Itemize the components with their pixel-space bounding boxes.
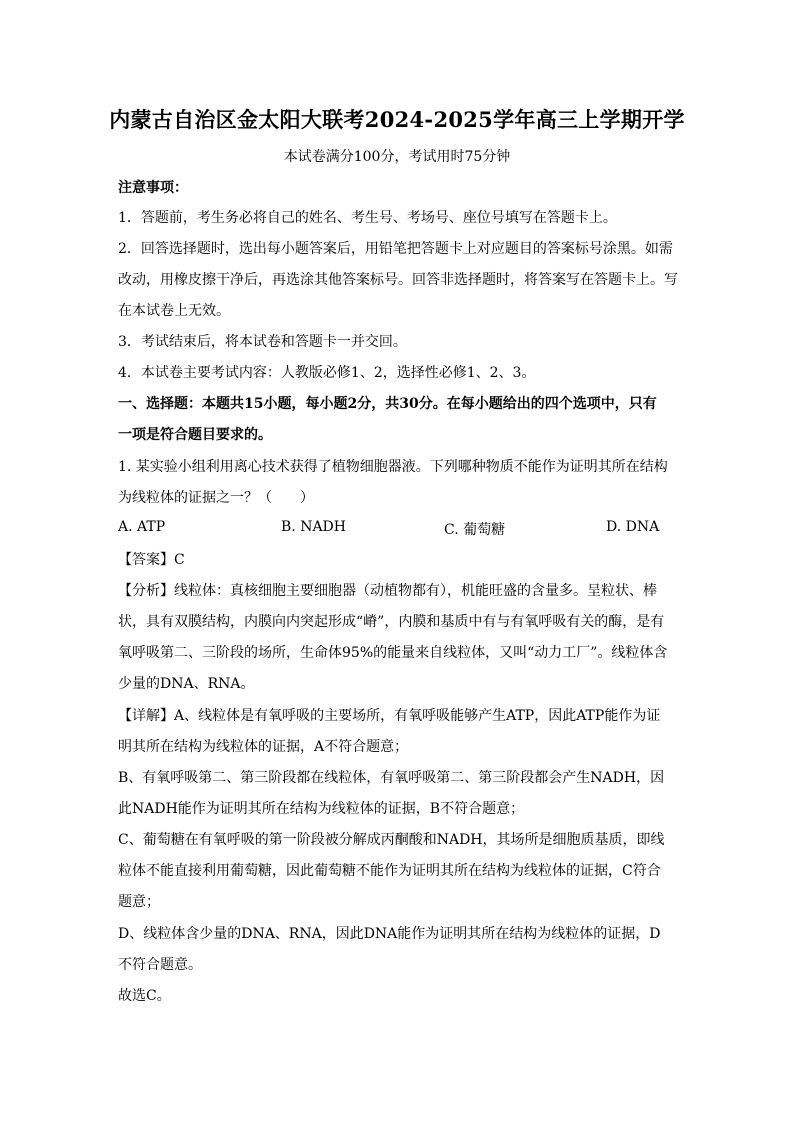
page-title: 内蒙古自治区金太阳大联考2024-2025学年高三上学期开学 [109,107,685,132]
analysis-line: 氧呼吸第二、三阶段的场所，生命体95%的能量来自线粒体，又叫“动力工厂”。线粒体含 [118,645,668,661]
detail-line: C、葡萄糖在有氧呼吸的第一阶段被分解成丙酮酸和NADH，其场所是细胞质基质，即线 [118,832,665,848]
notice-line: 4．本试卷主要考试内容：人教版必修1、2，选择性必修1、2、3。 [118,365,536,381]
notice-line: 3．考试结束后，将本试卷和答题卡一并交回。 [118,334,407,350]
notice-line: 1．答题前，考生务必将自己的姓名、考生号、考场号、座位号填写在答题卡上。 [118,210,617,226]
detail-line: 不符合题意。 [118,957,202,973]
analysis-line: 少量的DNA、RNA。 [118,676,255,692]
option-d: D. DNA [606,519,660,535]
answer-line: 【答案】C [118,552,185,568]
question-stem: 为线粒体的证据之一？（ ） [118,490,314,506]
analysis-line: 【分析】线粒体：真核细胞主要细胞器（动植物都有），机能旺盛的含量多。呈粒状、棒 [118,583,657,599]
notice-line: 改动，用橡皮擦干净后，再选涂其他答案标号。回答非选择题时，将答案写在答题卡上。写 [118,272,678,288]
detail-line: 【详解】A、线粒体是有氧呼吸的主要场所，有氧呼吸能够产生ATP，因此ATP能作为证 [118,708,661,724]
analysis-line: 状，具有双膜结构，内膜向内突起形成“嵴”，内膜和基质中有与有氧呼吸有关的酶，是有 [118,614,665,630]
detail-line: D、线粒体含少量的DNA、RNA，因此DNA能作为证明其所在结构为线粒体的证据，D [118,926,661,942]
option-b: B. NADH [281,519,346,535]
notice-heading: 注意事项： [118,180,188,196]
conclusion-line: 故选C。 [118,988,171,1004]
detail-line: 此NADH能作为证明其所在结构为线粒体的证据，B不符合题意； [118,801,525,817]
detail-line: 题意； [118,894,160,910]
detail-line: B、有氧呼吸第二、第三阶段都在线粒体，有氧呼吸第二、第三阶段都会产生NADH，因 [118,770,665,786]
option-c: C. 葡萄糖 [444,522,506,538]
notice-line: 2．回答选择题时，选出每小题答案后，用铅笔把答题卡上对应题目的答案标号涂黑。如需 [118,241,673,257]
question-stem: 1. 某实验小组利用离心技术获得了植物细胞器液。下列哪种物质不能作为证明其所在结构 [118,459,668,475]
section-heading: 一、选择题：本题共15小题，每小题2分，共30分。在每小题给出的四个选项中，只有 [118,396,657,412]
notice-line: 在本试卷上无效。 [118,303,230,319]
detail-line: 明其所在结构为线粒体的证据，A不符合题意； [118,739,409,755]
exam-info: 本试卷满分100分，考试用时75分钟 [283,149,511,165]
section-heading: 一项是符合题目要求的。 [118,427,272,443]
detail-line: 粒体不能直接利用葡萄糖，因此葡萄糖不能作为证明其所在结构为线粒体的证据，C符合 [118,863,661,879]
option-a: A. ATP [118,519,166,535]
